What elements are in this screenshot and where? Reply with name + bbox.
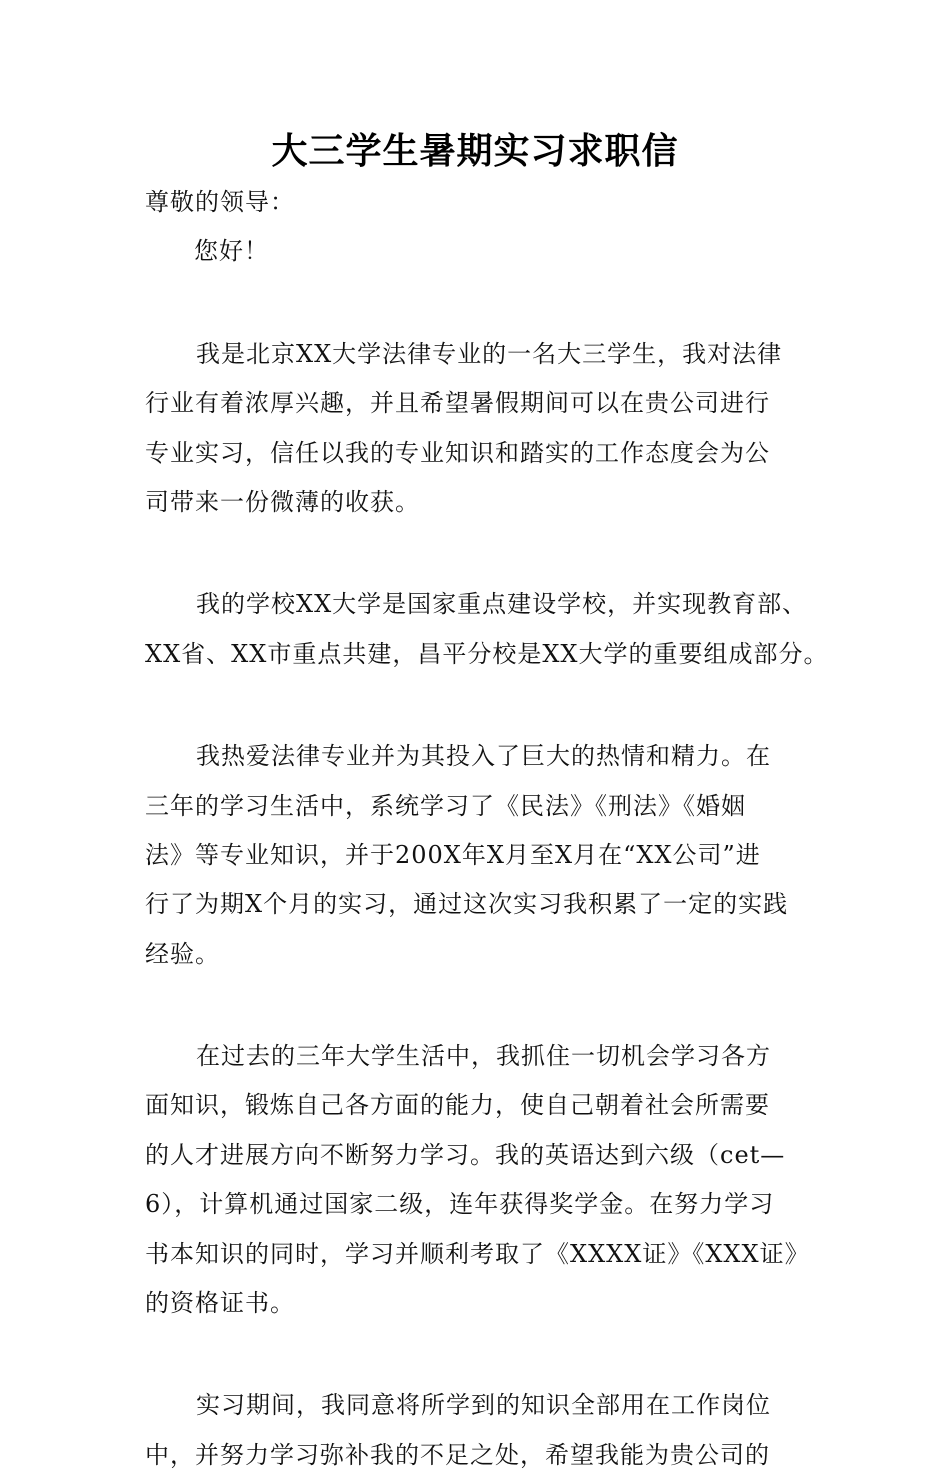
paragraph-line: 6），计算机通过国家二级，连年获得奖学金。在努力学习 — [145, 1190, 775, 1219]
greeting: 您好！ — [194, 237, 269, 266]
paragraph-line: 的人才进展方向不断努力学习。我的英语达到六级（cet— — [145, 1140, 786, 1169]
paragraph-line: 经验。 — [145, 939, 220, 968]
paragraph-line: 我是北京XX大学法律专业的一名大三学生，我对法律 — [196, 339, 783, 368]
paragraph-school — [145, 580, 829, 679]
paragraph-line: 专业实习，信任以我的专业知识和踏实的工作态度会为公 — [145, 438, 770, 467]
paragraph-line: 我的学校XX大学是国家重点建设学校，并实现教育部、 — [196, 590, 808, 619]
letter-body — [145, 178, 829, 1480]
paragraph-line: XX省、XX市重点共建，昌平分校是XX大学的重要组成部分。 — [145, 639, 829, 668]
paragraph-achievements — [145, 1032, 815, 1328]
paragraph-line: 实习期间，我同意将所学到的知识全部用在工作岗位 — [196, 1391, 771, 1420]
paragraph-line: 的资格证书。 — [145, 1289, 295, 1318]
paragraph-line: 书本知识的同时，学习并顺利考取了《XXXX证》《XXX证》 — [145, 1239, 810, 1268]
paragraph-line: 在过去的三年大学生活中，我抓住一切机会学习各方 — [196, 1042, 771, 1071]
paragraph-line: 行了为期X个月的实习，通过这次实习我积累了一定的实践 — [145, 890, 789, 919]
paragraph-study — [145, 732, 815, 979]
paragraph-line: 行业有着浓厚兴趣，并且希望暑假期间可以在贵公司进行 — [145, 389, 770, 418]
paragraph-intro — [145, 330, 815, 528]
paragraph-line: 法》等专业知识，并于200X年X月至X月在“XX公司”进 — [145, 840, 761, 869]
paragraph-line: 三年的学习生活中，系统学习了《民法》《刑法》《婚姻 — [145, 791, 746, 820]
paragraph-line: 司带来一份微薄的收获。 — [145, 487, 420, 516]
paragraph-line: 我热爱法律专业并为其投入了巨大的热情和精力。在 — [196, 742, 771, 771]
salutation: 尊敬的领导： — [145, 188, 295, 216]
paragraph-internship — [145, 1381, 815, 1480]
paragraph-line: 面知识，锻炼自己各方面的能力，使自己朝着社会所需要 — [145, 1091, 770, 1120]
paragraph-line: 中，并努力学习弥补我的不足之处，希望我能为贵公司的 — [145, 1440, 770, 1469]
document-title: 大三学生暑期实习求职信 — [271, 131, 679, 172]
